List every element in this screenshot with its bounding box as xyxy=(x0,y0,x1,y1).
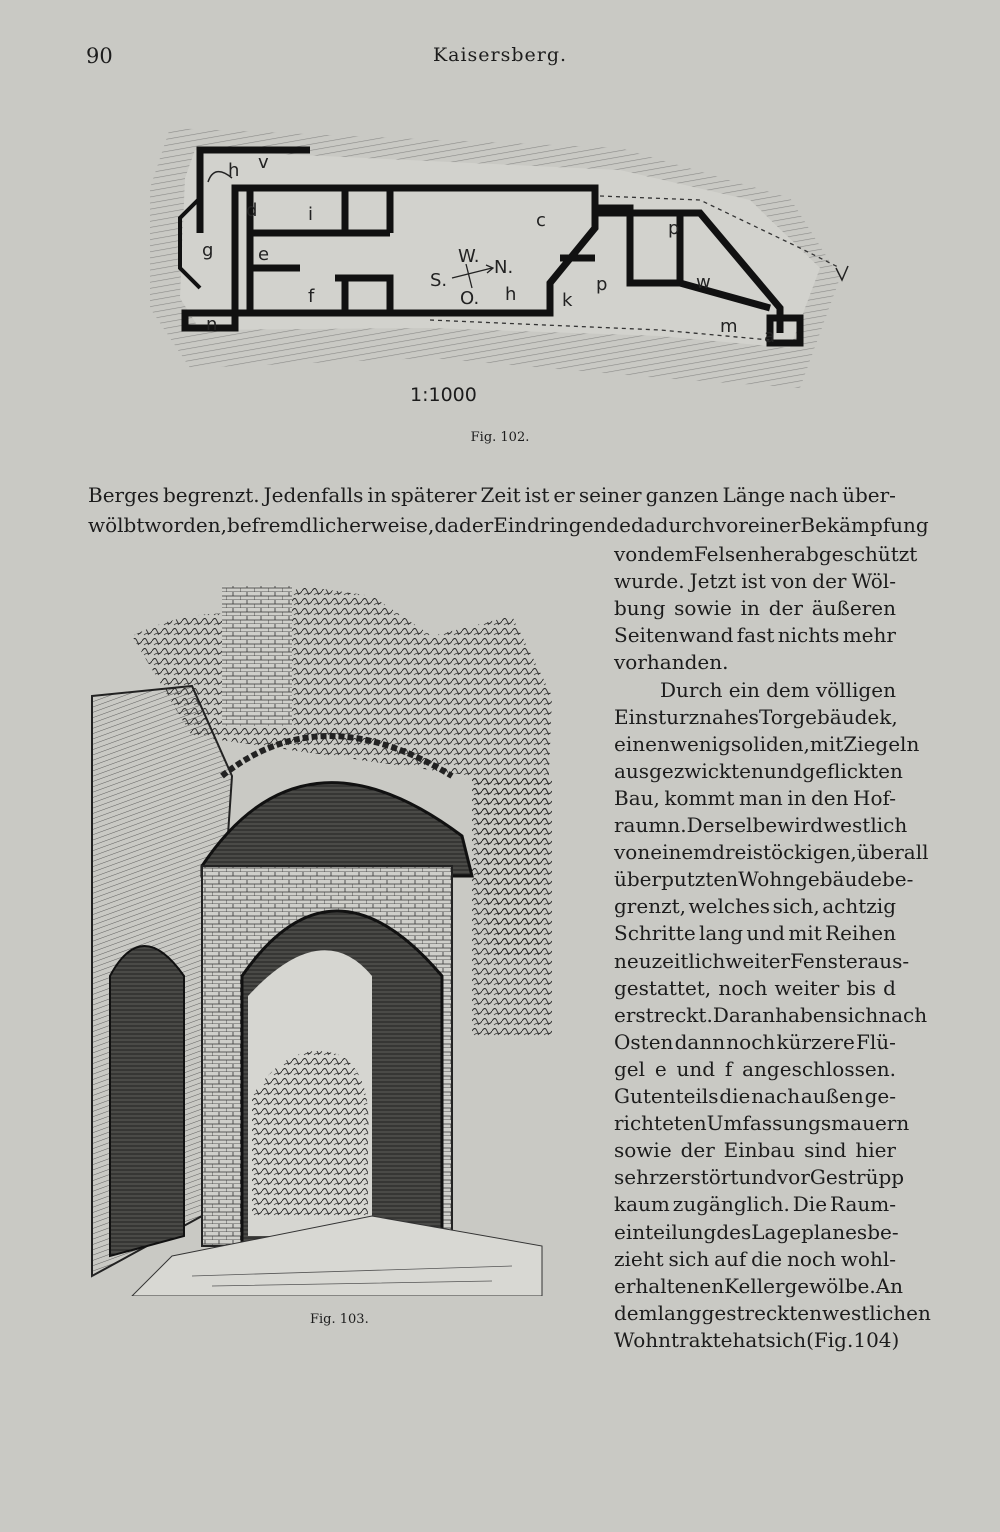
column-line: von dem Felsen herab geschützt xyxy=(614,542,918,566)
column-line: Wohntrakte hat sich (Fig. 104) xyxy=(614,1327,900,1352)
body-line-1: Berges begrenzt. Jedenfalls in späterer Zeit ist er seiner ganzen Länge nach über- xyxy=(88,483,896,507)
column-line: einen wenig soliden, mit Ziegeln xyxy=(614,731,920,756)
column-line: kaum zugänglich. Die Raum- xyxy=(614,1192,896,1217)
compass-n: N. xyxy=(494,257,514,278)
plan-label-p1: p xyxy=(596,274,608,295)
column-line: von einem dreistöckigen, überall xyxy=(614,840,929,865)
column-line: bung sowie in der äußeren xyxy=(614,596,896,621)
plan-label-n: n xyxy=(206,314,218,335)
figure-103-caption: Fig. 103. xyxy=(310,1312,369,1327)
column-line: dem langgestreckten westlichen xyxy=(614,1300,931,1325)
plan-label-g: g xyxy=(202,240,214,261)
plan-label-k: k xyxy=(562,290,573,311)
column-line: neuzeitlich weiter Fenster aus- xyxy=(614,948,910,973)
body-line-2: wölbt worden, befremdlicherweise, da der Eindringende dadurch vor einer Bekämpfung xyxy=(88,513,929,537)
figure-102-caption: Fig. 102. xyxy=(470,430,530,445)
column-line: sehr zerstört und vor Gestrüpp xyxy=(614,1165,905,1190)
plan-label-p2: p xyxy=(668,218,680,239)
castle-floor-plan xyxy=(100,108,860,428)
column-line: gel e und f angeschlossen. xyxy=(614,1056,896,1081)
column-line: Einsturz nahes Torgebäude k, xyxy=(614,704,898,729)
column-line: richteten Umfassungsmauern xyxy=(614,1111,910,1136)
column-line: Durch ein dem völligen xyxy=(660,677,896,702)
page-number: 90 xyxy=(86,44,113,68)
column-line: Seitenwand fast nichts mehr xyxy=(614,623,896,648)
plan-label-m: m xyxy=(720,316,738,337)
plan-label-d: d xyxy=(246,200,258,221)
column-line: Schritte lang und mit Reihen xyxy=(614,921,896,946)
gateway-illustration xyxy=(72,576,580,1368)
plan-label-i: i xyxy=(308,204,314,225)
plan-label-h2: h xyxy=(505,284,517,305)
plan-label-v: v xyxy=(258,152,269,173)
running-title: Kaisersberg. xyxy=(432,44,568,66)
column-line: zieht sich auf die noch wohl- xyxy=(614,1246,896,1271)
column-line: gestattet, noch weiter bis d xyxy=(614,975,896,1000)
column-line: wurde. Jetzt ist von der Wöl- xyxy=(614,569,896,594)
compass-w: W. xyxy=(458,246,480,267)
plan-label-e: e xyxy=(258,244,270,265)
column-line: raum n. Derselbe wird westlich xyxy=(614,813,908,837)
plan-label-w: w xyxy=(696,272,711,293)
column-line: ausgezwickten und geflickten xyxy=(614,758,903,783)
plan-scale: 1:1000 xyxy=(410,384,477,406)
compass-o: O. xyxy=(460,288,480,309)
column-line: erhaltenen Kellergewölbe. An xyxy=(614,1273,904,1298)
column-line: Osten dann noch kürzere Flü- xyxy=(614,1029,896,1054)
compass-s: S. xyxy=(430,270,448,291)
column-line: Gutenteils die nach außen ge- xyxy=(614,1084,896,1108)
column-line: erstreckt. Daran haben sich nach xyxy=(614,1002,928,1027)
column-line: grenzt, welches sich, achtzig xyxy=(614,894,896,919)
plan-label-c: c xyxy=(536,210,546,231)
column-line: überputzten Wohngebäude be- xyxy=(614,867,914,892)
column-line: sowie der Einbau sind hier xyxy=(614,1138,896,1163)
column-line: vorhanden. xyxy=(614,650,729,675)
plan-label-h: h xyxy=(228,160,240,181)
column-line: einteilung des Lageplanes be- xyxy=(614,1219,899,1244)
plan-label-f: f xyxy=(308,286,315,307)
column-line: Bau, kommt man in den Hof- xyxy=(614,785,896,810)
plan-label-a: a xyxy=(764,326,776,347)
